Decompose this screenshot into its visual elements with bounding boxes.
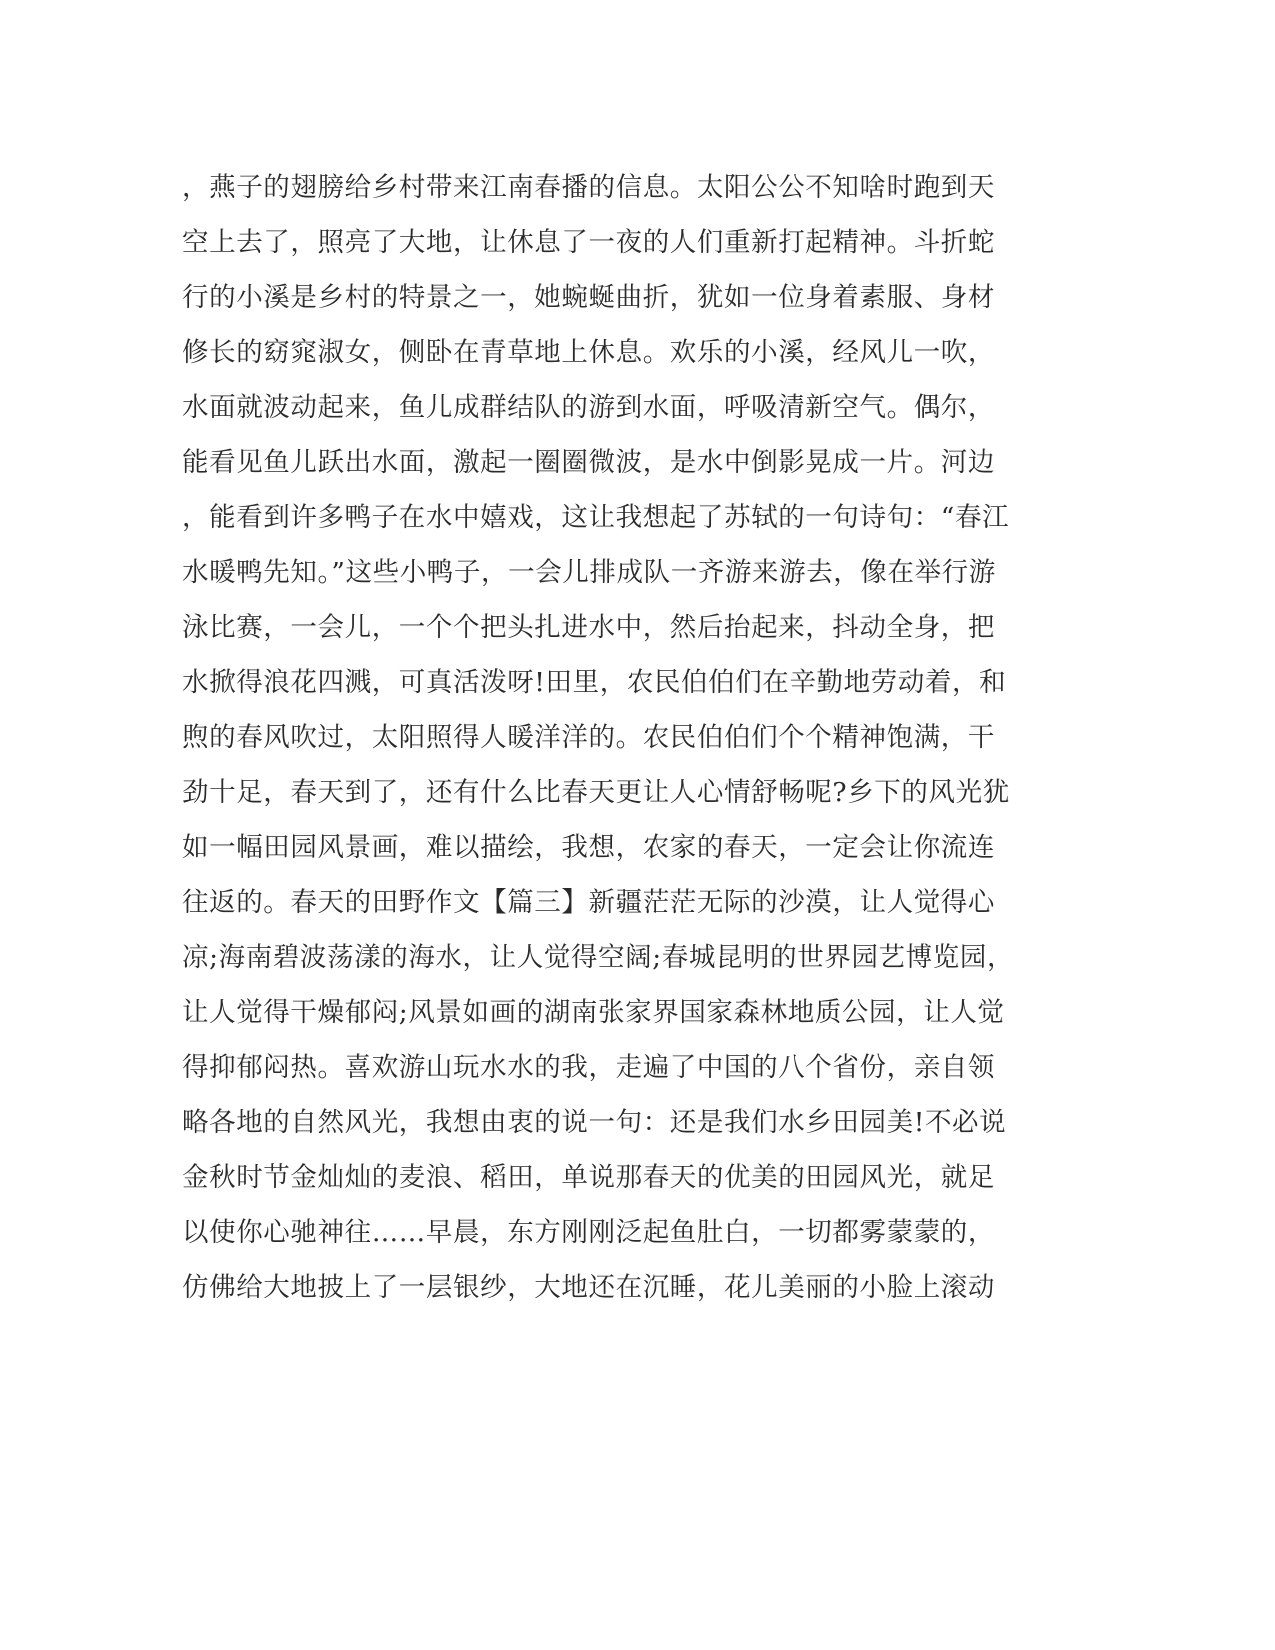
text-line-20: 以使你心驰神往……早晨，东方刚刚泛起鱼肚白，一切都雾蒙蒙的，: [182, 1217, 995, 1248]
text-line-11: 煦的春风吹过，太阳照得人暖洋洋的。农民伯伯们个个精神饱满，干: [182, 722, 995, 753]
text-line-12: 劲十足，春天到了，还有什么比春天更让人心情舒畅呢?乡下的风光犹: [182, 777, 1010, 808]
text-line-15: 凉;海南碧波荡漾的海水，让人觉得空阔;春城昆明的世界园艺博览园，: [182, 942, 1015, 973]
text-line-4: 修长的窈窕淑女，侧卧在青草地上休息。欢乐的小溪，经风儿一吹，: [182, 337, 995, 368]
text-line-16: 让人觉得干燥郁闷;风景如画的湖南张家界国家森林地质公园，让人觉: [182, 997, 1005, 1028]
text-line-3: 行的小溪是乡村的特景之一，她蜿蜒曲折，犹如一位身着素服、身材: [182, 282, 995, 313]
text-line-5: 水面就波动起来，鱼儿成群结队的游到水面，呼吸清新空气。偶尔，: [182, 392, 995, 423]
text-line-14: 往返的。春天的田野作文【篇三】新疆茫茫无际的沙漠，让人觉得心: [182, 887, 995, 918]
text-line-9: 泳比赛，一会儿，一个个把头扎进水中，然后抬起来，抖动全身，把: [182, 612, 995, 643]
text-line-10: 水掀得浪花四溅，可真活泼呀!田里，农民伯伯们在辛勤地劳动着，和: [182, 667, 1007, 698]
text-line-21: 仿佛给大地披上了一层银纱，大地还在沉睡，花儿美丽的小脸上滚动: [182, 1272, 995, 1303]
text-line-8: 水暖鸭先知。”这些小鸭子，一会儿排成队一齐游来游去，像在举行游: [182, 557, 996, 588]
text-line-2: 空上去了，照亮了大地，让休息了一夜的人们重新打起精神。斗折蛇: [182, 227, 995, 258]
text-line-13: 如一幅田园风景画，难以描绘，我想，农家的春天，一定会让你流连: [182, 832, 995, 863]
text-line-19: 金秋时节金灿灿的麦浪、稻田，单说那春天的优美的田园风光，就足: [182, 1162, 995, 1193]
text-line-18: 略各地的自然风光，我想由衷的说一句：还是我们水乡田园美!不必说: [182, 1107, 1007, 1138]
text-line-17: 得抑郁闷热。喜欢游山玩水水的我，走遍了中国的八个省份，亲自领: [182, 1052, 995, 1083]
essay-body: [182, 160, 1042, 1315]
text-line-1: ，燕子的翅膀给乡村带来江南春播的信息。太阳公公不知啥时跑到天: [182, 172, 995, 203]
text-line-7: ，能看到许多鸭子在水中嬉戏，这让我想起了苏轼的一句诗句：“春江: [182, 502, 1010, 533]
text-line-6: 能看见鱼儿跃出水面，激起一圈圈微波，是水中倒影晃成一片。河边: [182, 447, 995, 478]
